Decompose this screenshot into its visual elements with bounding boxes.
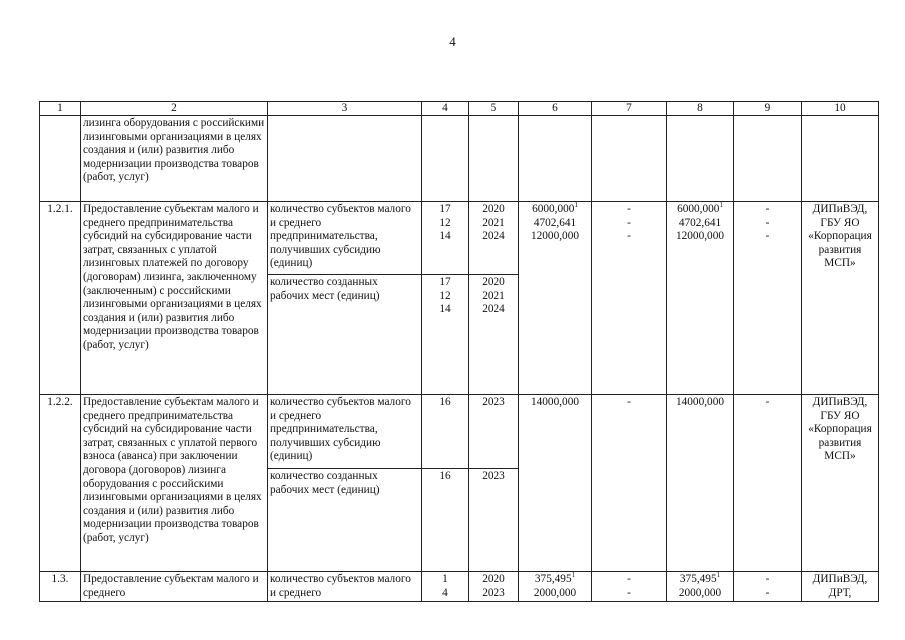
indicator-years: 2020 2021 2024 [469,202,519,275]
executor: ДИПиВЭД, ГБУ ЯО «Корпорация развития МСП» [802,395,879,572]
funding-col9: - [734,395,802,572]
row-number: 1.2.1. [40,202,81,395]
continuation-row [40,116,879,202]
indicator-years: 2020 2021 2024 [469,275,519,395]
indicator-values: 16 [422,395,469,469]
page-number: 4 [449,34,456,49]
header-row [40,102,879,116]
indicator-values: 17 12 14 [422,202,469,275]
funding-col7: - - [592,572,667,602]
header-cell: 4 [422,102,469,116]
header-cell: 9 [734,102,802,116]
header-cell: 2 [81,102,268,116]
funding-col8: 6000,000$^1$ 4702,641 12000,000 [667,202,734,395]
funding-total: 6000,000$^1$ 4702,641 12000,000 [519,202,592,395]
funding-col8: 375,495$^1$ 2000,000 [667,572,734,602]
header-cell: 6 [519,102,592,116]
table-row [40,202,879,275]
indicator-years: 2020 2023 [469,572,519,602]
table-row [40,572,879,602]
header-cell: 5 [469,102,519,116]
header-cell: 1 [40,102,81,116]
row-number: 1.2.2. [40,395,81,572]
indicator-values: 17 12 14 [422,275,469,395]
funding-col7: - [592,395,667,572]
indicator-years: 2023 [469,395,519,469]
header-cell: 3 [268,102,422,116]
funding-total: 14000,000 [519,395,592,572]
continuation-text: лизинга оборудования с российскими лизинговыми организациями в целях создания и (или) развития либо модернизации производства товаров (работ, услуг) [81,116,268,202]
row-number: 1.3. [40,572,81,602]
measure-name: Предоставление субъектам малого и среднего предпринимательства субсидий на субсидирование части затрат, связанных с уплатой первого взноса (аванса) при заключении договора (договоров) лизинга оборудования с российскими лизинговыми организациями в целях создания и (или) развития либо модернизации производства товаров (работ, услуг) [81,395,268,572]
indicator-values: 1 4 [422,572,469,602]
executor: ДИПиВЭД, ДРТ, [802,572,879,602]
indicator-name: количество субъектов малого и среднего [268,572,422,602]
measure-name: Предоставление субъектам малого и среднего [81,572,268,602]
funding-col8: 14000,000 [667,395,734,572]
indicator-name: количество субъектов малого и среднего предпринимательства, получивших субсидию (единиц) [268,202,422,275]
measures-table [39,101,879,602]
header-cell: 10 [802,102,879,116]
funding-col9: - - - [734,202,802,395]
indicator-name: количество субъектов малого и среднего предпринимательства, получивших субсидию (единиц) [268,395,422,469]
measure-name: Предоставление субъектам малого и среднего предпринимательства субсидий на субсидирование части затрат, связанных с уплатой лизинговых платежей по договору (договорам) лизинга, заключенному (заключенным) с российскими лизинговыми организациями в целях создания и (или) развития либо модернизации производства товаров (работ, услуг) [81,202,268,395]
indicator-name: количество созданных рабочих мест (единиц) [268,469,422,572]
indicator-name: количество созданных рабочих мест (единиц) [268,275,422,395]
funding-total: 375,495$^1$ 2000,000 [519,572,592,602]
header-cell: 8 [667,102,734,116]
funding-col9: - - [734,572,802,602]
table-row [40,395,879,469]
indicator-values: 16 [422,469,469,572]
executor: ДИПиВЭД, ГБУ ЯО «Корпорация развития МСП» [802,202,879,395]
indicator-years: 2023 [469,469,519,572]
header-cell: 7 [592,102,667,116]
funding-col7: - - - [592,202,667,395]
